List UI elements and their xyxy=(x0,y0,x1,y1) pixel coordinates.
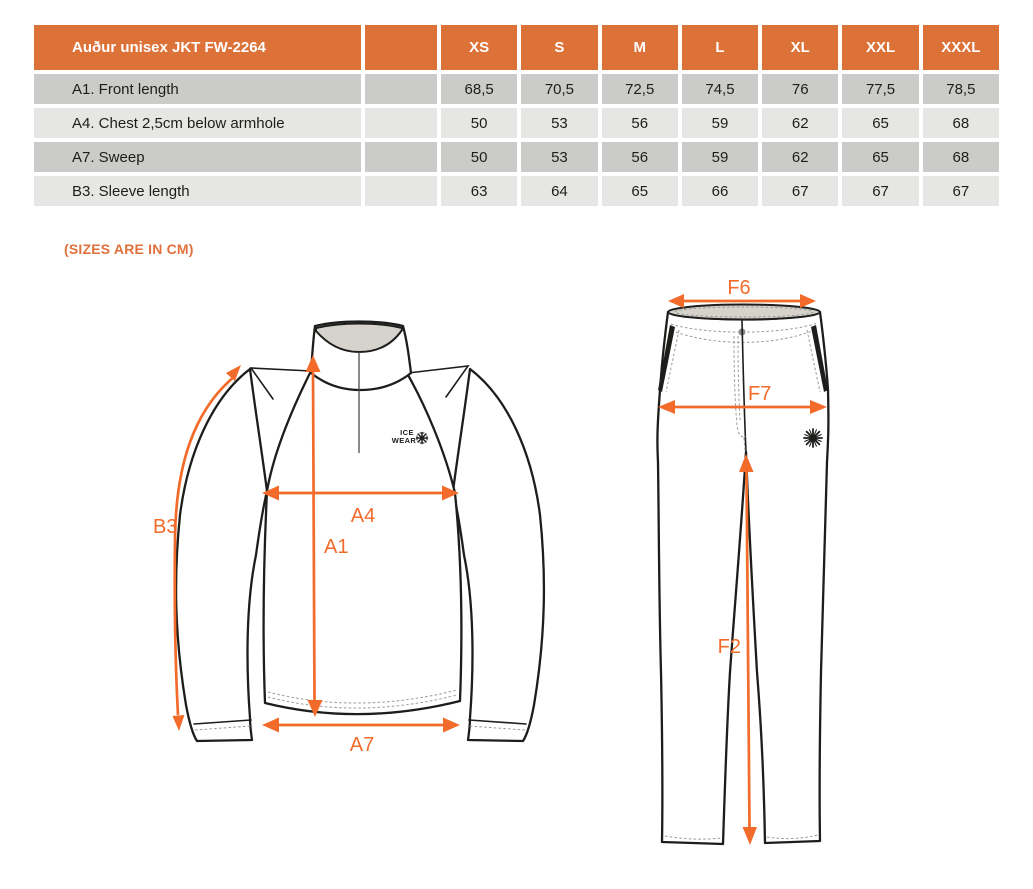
cell-value: 53 xyxy=(521,108,597,138)
row-label: B3. Sleeve length xyxy=(34,176,361,206)
cell-value: 53 xyxy=(521,142,597,172)
jacket-body xyxy=(264,371,462,714)
b3-label: B3 xyxy=(153,516,178,538)
cell-value: 50 xyxy=(441,108,517,138)
size-chart-table xyxy=(30,21,1003,210)
cell-value: 76 xyxy=(762,74,838,104)
size-chart-header-row xyxy=(34,25,999,70)
cell-value: 56 xyxy=(602,142,678,172)
table-row-sweep xyxy=(34,142,999,172)
cell-value: 72,5 xyxy=(602,74,678,104)
product-title: Auður unisex JKT FW-2264 xyxy=(34,25,361,70)
a1-label: A1 xyxy=(324,536,349,558)
size-header-m: M xyxy=(602,25,678,70)
a1-arrow xyxy=(313,372,315,700)
size-header-l: L xyxy=(682,25,758,70)
cell-value: 65 xyxy=(842,142,918,172)
spacer-cell xyxy=(365,74,437,104)
cell-value: 67 xyxy=(923,176,999,206)
spacer-cell xyxy=(365,176,437,206)
jacket-right-sleeve xyxy=(453,369,544,741)
cell-value: 64 xyxy=(521,176,597,206)
table-row-sleeve-length xyxy=(34,176,999,206)
b3-arrowhead-bottom xyxy=(173,715,185,731)
row-label: A7. Sweep xyxy=(34,142,361,172)
cell-value: 62 xyxy=(762,108,838,138)
cell-value: 68 xyxy=(923,108,999,138)
table-row-front-length xyxy=(34,74,999,104)
cell-value: 68,5 xyxy=(441,74,517,104)
f6-arrowhead-right xyxy=(800,294,816,308)
pants-technical-drawing xyxy=(635,280,905,858)
table-row-chest xyxy=(34,108,999,138)
cell-value: 66 xyxy=(682,176,758,206)
a7-arrowhead-left xyxy=(262,718,279,733)
f7-label: F7 xyxy=(748,383,772,405)
snowflake-logo-icon xyxy=(417,433,428,444)
cell-value: 67 xyxy=(842,176,918,206)
cell-value: 63 xyxy=(441,176,517,206)
f2-arrowhead-bottom xyxy=(743,827,758,845)
spacer-cell xyxy=(365,108,437,138)
cell-value: 77,5 xyxy=(842,74,918,104)
cell-value: 68 xyxy=(923,142,999,172)
size-header-xxl: XXL xyxy=(842,25,918,70)
f6-label: F6 xyxy=(727,280,751,299)
a7-arrowhead-right xyxy=(443,718,460,733)
cell-value: 70,5 xyxy=(521,74,597,104)
a7-label: A7 xyxy=(349,734,375,756)
size-header-s: S xyxy=(521,25,597,70)
units-note: (SIZES ARE IN CM) xyxy=(64,241,194,257)
cell-value: 50 xyxy=(441,142,517,172)
cell-value: 56 xyxy=(602,108,678,138)
brand-logo-text-line2: WEAR xyxy=(391,436,417,445)
jacket-technical-drawing xyxy=(150,293,590,763)
cell-value: 78,5 xyxy=(923,74,999,104)
spacer-cell xyxy=(365,142,437,172)
spacer-column-header xyxy=(365,25,437,70)
pants-body xyxy=(657,312,828,844)
size-header-xxxl: XXXL xyxy=(923,25,999,70)
row-label: A1. Front length xyxy=(34,74,361,104)
size-header-xl: XL xyxy=(762,25,838,70)
brand-logo-text-line1: ICE xyxy=(400,428,414,437)
jacket-left-sleeve xyxy=(176,369,267,741)
cell-value: 59 xyxy=(682,142,758,172)
snowflake-logo-icon xyxy=(804,429,822,447)
row-label: A4. Chest 2,5cm below armhole xyxy=(34,108,361,138)
cell-value: 62 xyxy=(762,142,838,172)
cell-value: 67 xyxy=(762,176,838,206)
a4-label: A4 xyxy=(350,505,376,527)
cell-value: 59 xyxy=(682,108,758,138)
cell-value: 65 xyxy=(842,108,918,138)
cell-value: 74,5 xyxy=(682,74,758,104)
f6-arrowhead-left xyxy=(668,294,684,308)
size-header-xs: XS xyxy=(441,25,517,70)
cell-value: 65 xyxy=(602,176,678,206)
f2-label: F2 xyxy=(717,636,741,658)
